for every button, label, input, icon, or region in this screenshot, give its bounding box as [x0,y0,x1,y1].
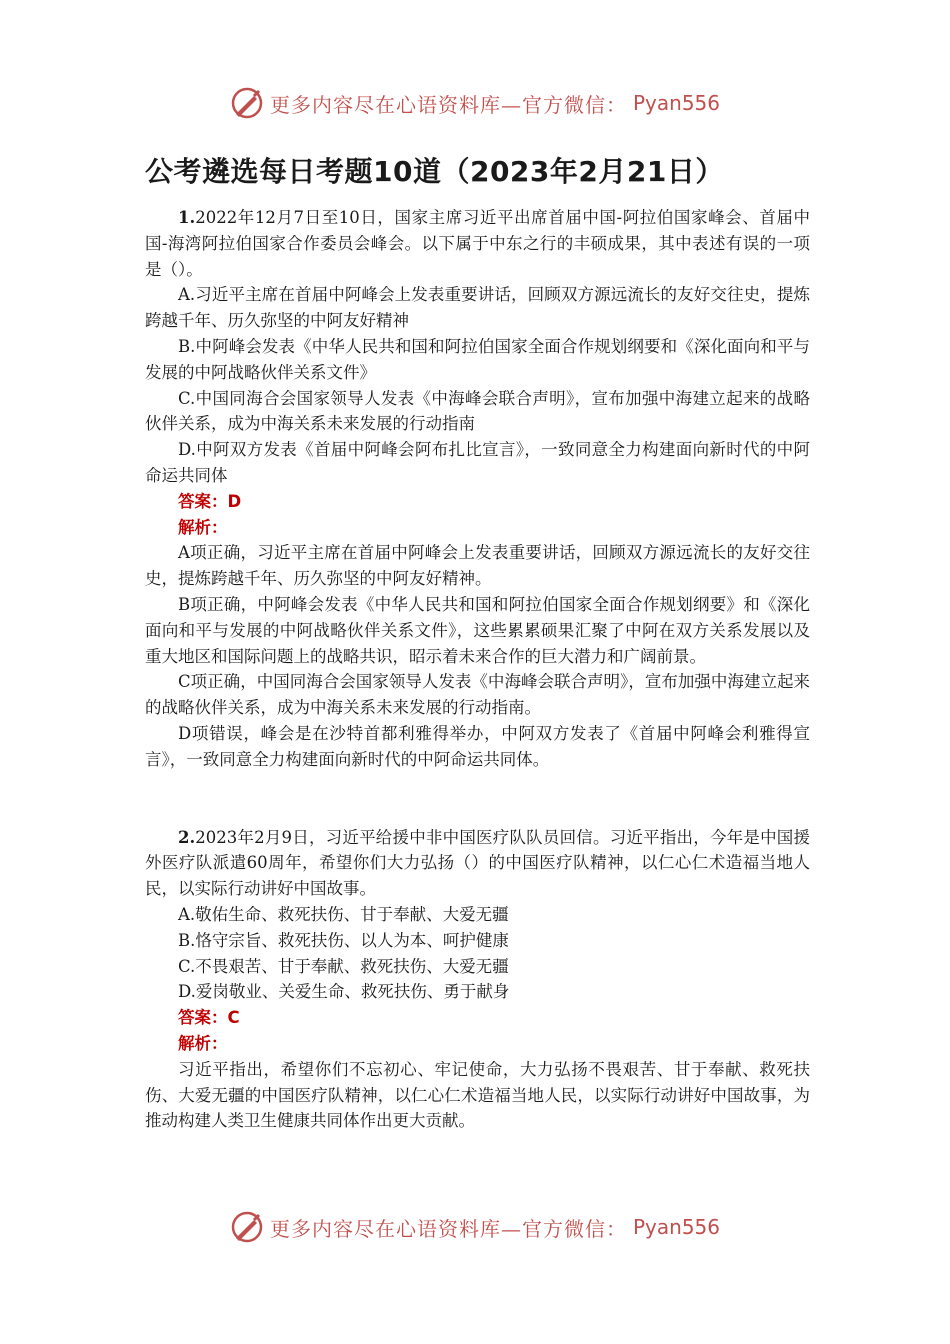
analysis-paragraph: D项错误，峰会是在沙特首都利雅得举办，中阿双方发表了《首届中阿峰会利雅得宣言》，一致同意全力构建面向新时代的中阿命运共同体。 [145,723,810,769]
banner-text: 更多内容尽在心语资料库—官方微信： [269,92,627,117]
pen-logo-icon [230,1210,264,1244]
question-stem [145,205,810,282]
analysis-paragraph: C项正确，中国同海合会国家领导人发表《中海峰会联合声明》，宣布加强中海建立起来的战略伙伴关系，成为中海关系未来发展的行动指南。 [145,672,810,718]
page-title: 公考遴选每日考题10道（2023年2月21日） [145,155,724,188]
spacer [145,773,810,825]
option-d: D.中阿双方发表《首届中阿峰会阿布扎比宣言》，一致同意全力构建面向新时代的中阿命运共同体 [145,440,810,485]
pen-logo-icon [230,86,264,120]
analysis-paragraph: B项正确，中阿峰会发表《中华人民共和国和阿拉伯国家全面合作规划纲要》和《深化面向和平与发展的中阿战略伙伴关系文件》，这些累累硕果汇聚了中阿在双方关系发展以及重大地区和国际问题上的战略共识，昭示着未来合作的巨大潜力和广阔前景。 [145,594,810,666]
analysis-label: 解析： [178,1033,228,1053]
document-body [145,205,810,1134]
footer-banner [0,1210,950,1244]
option-b: B.恪守宗旨、救死扶伤、以人为本、呵护健康 [178,930,509,950]
question-2 [145,825,810,1135]
question-text: 2022年12月7日至10日，国家主席习近平出席首届中国-阿拉伯国家峰会、首届中国-海湾阿拉伯国家合作委员会峰会。以下属于中东之行的丰硕成果，其中表述有误的一项是（）。 [145,208,810,279]
header-banner [0,86,950,120]
option-c: C.不畏艰苦、甘于奉献、救死扶伤、大爱无疆 [178,956,509,976]
banner-wechat-id: Pyan556 [632,91,720,115]
option-d: D.爱岗敬业、关爱生命、救死扶伤、勇于献身 [178,982,510,1002]
option-a: A.敬佑生命、救死扶伤、甘于奉献、大爱无疆 [178,904,509,924]
answer: 答案：D [178,491,242,511]
question-stem [145,825,810,902]
analysis-paragraph: A项正确，习近平主席在首届中阿峰会上发表重要讲话，回顾双方源远流长的友好交往史，提炼跨越千年、历久弥坚的中阿友好精神。 [145,543,810,589]
banner-text: 更多内容尽在心语资料库—官方微信： [269,1216,627,1241]
question-text: 2023年2月9日，习近平给援中非中国医疗队队员回信。习近平指出，今年是中国援外医疗队派遣60周年，希望你们大力弘扬（）的中国医疗队精神，以仁心仁术造福当地人民，以实际行动讲好中国故事。 [145,827,810,899]
answer: 答案：C [178,1008,240,1028]
analysis-label: 解析： [178,517,228,537]
banner-wechat-id: Pyan556 [632,1215,720,1239]
option-c: C.中国同海合会国家领导人发表《中海峰会联合声明》，宣布加强中海建立起来的战略伙伴关系，成为中海关系未来发展的行动指南 [145,388,810,434]
question-number: 2. [178,827,196,847]
option-b: B.中阿峰会发表《中华人民共和国和阿拉伯国家全面合作规划纲要和《深化面向和平与发展的中阿战略伙伴关系文件》 [145,336,810,382]
question-number: 1. [178,208,196,227]
analysis-paragraph: 习近平指出，希望你们不忘初心、牢记使命，大力弘扬不畏艰苦、甘于奉献、救死扶伤、大爱无疆的中国医疗队精神，以仁心仁术造福当地人民，以实际行动讲好中国故事，为推动构建人类卫生健康共同体作出更大贡献。 [145,1059,810,1131]
option-a: A.习近平主席在首届中阿峰会上发表重要讲话，回顾双方源远流长的友好交往史，提炼跨越千年、历久弥坚的中阿友好精神 [145,285,810,331]
question-1 [145,205,810,773]
